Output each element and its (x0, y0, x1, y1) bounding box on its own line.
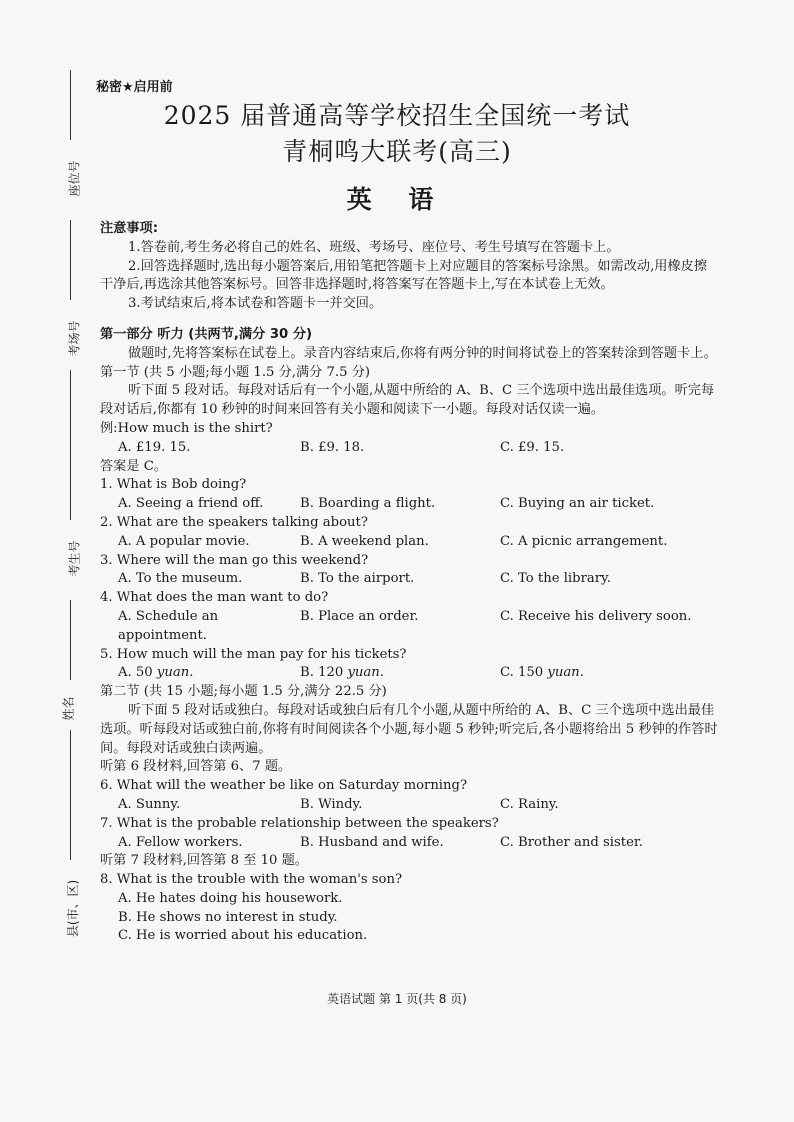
question-stem: 6. What will the weather be like on Saturday morning? (100, 778, 468, 794)
option-a: A. He hates doing his housework. (118, 890, 343, 906)
question-options (100, 570, 720, 589)
option-a-text: A. 50 (118, 665, 157, 681)
option-c: C. Brother and sister. (500, 834, 643, 850)
option-a: A. Sunny. (118, 796, 181, 812)
question-options (100, 834, 720, 853)
period: . (189, 665, 194, 681)
option-c: C. A picnic arrangement. (500, 533, 668, 549)
section1-intro: 听下面 5 段对话。每段对话后有一个小题,从题中所给的 A、B、C 三个选项中选出最佳选项。听完每段对话后,你都有 10 秒钟的时间来回答有关小题和阅读下一小题。每段对话仅读一遍。 (100, 383, 715, 418)
section2-heading: 第二节 (共 15 小题;每小题 1.5 分,满分 22.5 分) (100, 684, 387, 700)
option-c: C. To the library. (500, 571, 611, 587)
period: . (379, 665, 384, 681)
option-c: C. He is worried about his education. (118, 928, 368, 944)
question-stem: 5. How much will the man pay for his tickets? (100, 646, 407, 662)
option-a: A. £19. 15. (118, 439, 191, 455)
example-answer: 答案是 C。 (100, 458, 168, 474)
currency-unit: yuan (347, 665, 380, 681)
notice-item: 3.考试结束后,将本试卷和答题卡一并交回。 (128, 296, 383, 312)
option-b (300, 664, 500, 683)
option-b: B. Boarding a flight. (300, 496, 436, 512)
section1-heading: 第一节 (共 5 小题;每小题 1.5 分,满分 7.5 分) (100, 364, 371, 380)
question-stem: 3. Where will the man go this weekend? (100, 552, 369, 568)
question-options (100, 495, 720, 514)
option-b: B. Windy. (300, 796, 363, 812)
option-b: B. Place an order. (300, 608, 419, 624)
section2-intro: 听下面 5 段对话或独白。每段对话或独白后有几个小题,从题中所给的 A、B、C 三个选项中选出最佳选项。听每段对话或独白前,你将有时间阅读各个小题,每小题 5 秒钟;听完后,各小题将给出 5 秒钟的作答时间。每段对话或独白读两遍。 (100, 702, 718, 756)
option-b: B. Husband and wife. (300, 834, 444, 850)
option-b: B. A weekend plan. (300, 533, 429, 549)
option-c-text: C. 150 (500, 665, 548, 681)
example-question: 例:How much is the shirt? (100, 420, 273, 436)
binding-line (70, 220, 71, 300)
material-7-note: 听第 7 段材料,回答第 8 至 10 题。 (100, 853, 308, 869)
option-b: B. £9. 18. (300, 439, 365, 455)
option-c (500, 664, 720, 683)
candidate-number-label: 考生号 (67, 540, 82, 577)
exam-subtitle: 青桐鸣大联考(高三) (282, 137, 512, 166)
option-a: A. Schedule an appointment. (118, 608, 219, 643)
page-footer: 英语试题 第 1 页(共 8 页) (327, 992, 467, 1006)
question-stem: 7. What is the probable relationship between the speakers? (100, 815, 499, 831)
option-c: C. Receive his delivery soon. (500, 608, 692, 624)
part1-intro: 做题时,先将答案标在试卷上。录音内容结束后,你将有两分钟的时间将试卷上的答案转涂到答题卡上。 (128, 345, 717, 361)
option-c: C. Buying an air ticket. (500, 496, 655, 512)
option-a: A. A popular movie. (118, 533, 250, 549)
seat-number-label: 座位号 (67, 160, 82, 197)
question-options (100, 533, 720, 552)
option-a: A. To the museum. (118, 571, 243, 587)
option-a: A. Seeing a friend off. (118, 496, 264, 512)
subject-title: 英 语 (346, 185, 448, 214)
material-6-note: 听第 6 段材料,回答第 6、7 题。 (100, 759, 292, 775)
question-options (100, 796, 720, 815)
option-c: C. Rainy. (500, 796, 559, 812)
option-a: A. Fellow workers. (118, 834, 243, 850)
exam-title: 2025 届普通高等学校招生全国统一考试 (163, 101, 631, 130)
binding-line (70, 370, 71, 520)
option-b: B. He shows no interest in study. (118, 909, 338, 925)
option-b-text: B. 120 (300, 665, 348, 681)
question-stem: 4. What does the man want to do? (100, 590, 329, 606)
binding-line (70, 730, 71, 860)
part1-heading: 第一部分 听力 (共两节,满分 30 分) (100, 326, 313, 342)
notice-item: 2.回答选择题时,选出每小题答案后,用铅笔把答题卡上对应题目的答案标号涂黑。如需改动,用橡皮擦干净后,再选涂其他答案标号。回答非选择题时,将答案写在答题卡上,写在本试卷上无效。 (100, 258, 708, 293)
question-stem: 8. What is the trouble with the woman's son? (100, 872, 403, 888)
question-stem: 1. What is Bob doing? (100, 477, 247, 493)
exam-content (100, 220, 720, 946)
binding-line (70, 600, 71, 680)
county-label: 县(市、区) (66, 879, 81, 938)
question-options (100, 664, 720, 683)
currency-unit: yuan (156, 665, 190, 681)
confidential-mark: 秘密★启用前 (96, 80, 173, 95)
option-a (100, 664, 300, 683)
option-c: C. £9. 15. (500, 439, 565, 455)
exam-room-label: 考场号 (67, 320, 82, 357)
example-options (100, 439, 720, 458)
question-stem: 2. What are the speakers talking about? (100, 514, 368, 530)
currency-unit: yuan (547, 665, 580, 681)
notice-heading: 注意事项: (100, 221, 159, 236)
option-b: B. To the airport. (300, 571, 415, 587)
notice-item: 1.答卷前,考生务必将自己的姓名、班级、考场号、座位号、考生号填写在答题卡上。 (128, 239, 620, 255)
question-options (100, 608, 720, 646)
period: . (579, 665, 584, 681)
name-label: 姓名 (61, 696, 76, 721)
